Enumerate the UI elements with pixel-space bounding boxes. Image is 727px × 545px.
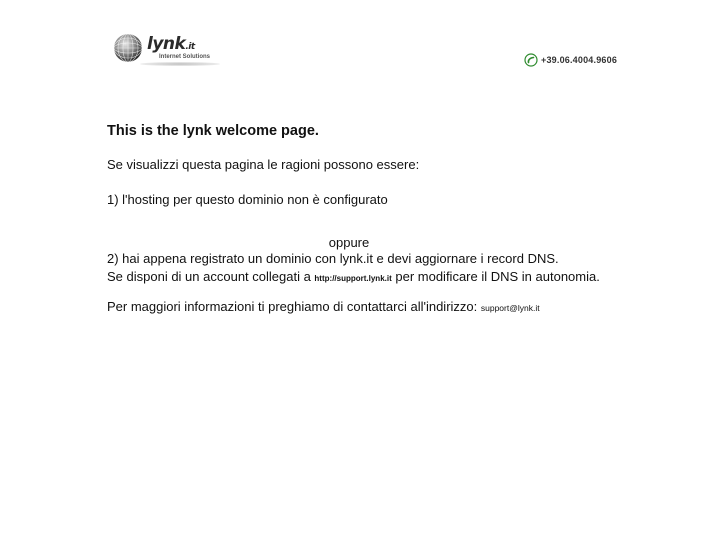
logo-tagline: Internet Solutions: [159, 54, 210, 60]
support-url-link[interactable]: http://support.lynk.it: [314, 274, 392, 283]
reason-2-account-line: [107, 268, 600, 288]
reason-2-account-prefix: Se disponi di un account collegati a: [107, 269, 315, 284]
intro-text: Se visualizzi questa pagina le ragioni possono essere:: [107, 157, 420, 172]
logo-wordmark: [147, 34, 195, 54]
contact-prefix: Per maggiori informazioni ti preghiamo di contattarci all'indirizzo:: [107, 299, 481, 314]
reason-1-text: 1) l'hosting per questo dominio non è configurato: [107, 192, 388, 207]
support-email-link[interactable]: support@lynk.it: [480, 303, 540, 313]
phone-contact: [524, 52, 617, 68]
phone-icon: [524, 53, 538, 67]
lynk-logo[interactable]: [112, 32, 222, 70]
phone-number: +39.06.4004.9606: [541, 55, 618, 65]
contact-line: [107, 298, 540, 317]
logo-shadow: [140, 62, 220, 66]
page-title: This is the lynk welcome page.: [107, 123, 319, 139]
header: [0, 0, 727, 90]
separator-text: oppure: [328, 235, 370, 250]
reason-2-account-suffix: per modificare il DNS in autonomia.: [391, 269, 600, 284]
reason-2-text: 2) hai appena registrato un dominio con lynk.it e devi aggiornare i record DNS.: [107, 251, 559, 266]
globe-icon: [112, 32, 146, 66]
logo-brand: lynk: [147, 34, 186, 54]
logo-tld: .it: [185, 42, 195, 52]
